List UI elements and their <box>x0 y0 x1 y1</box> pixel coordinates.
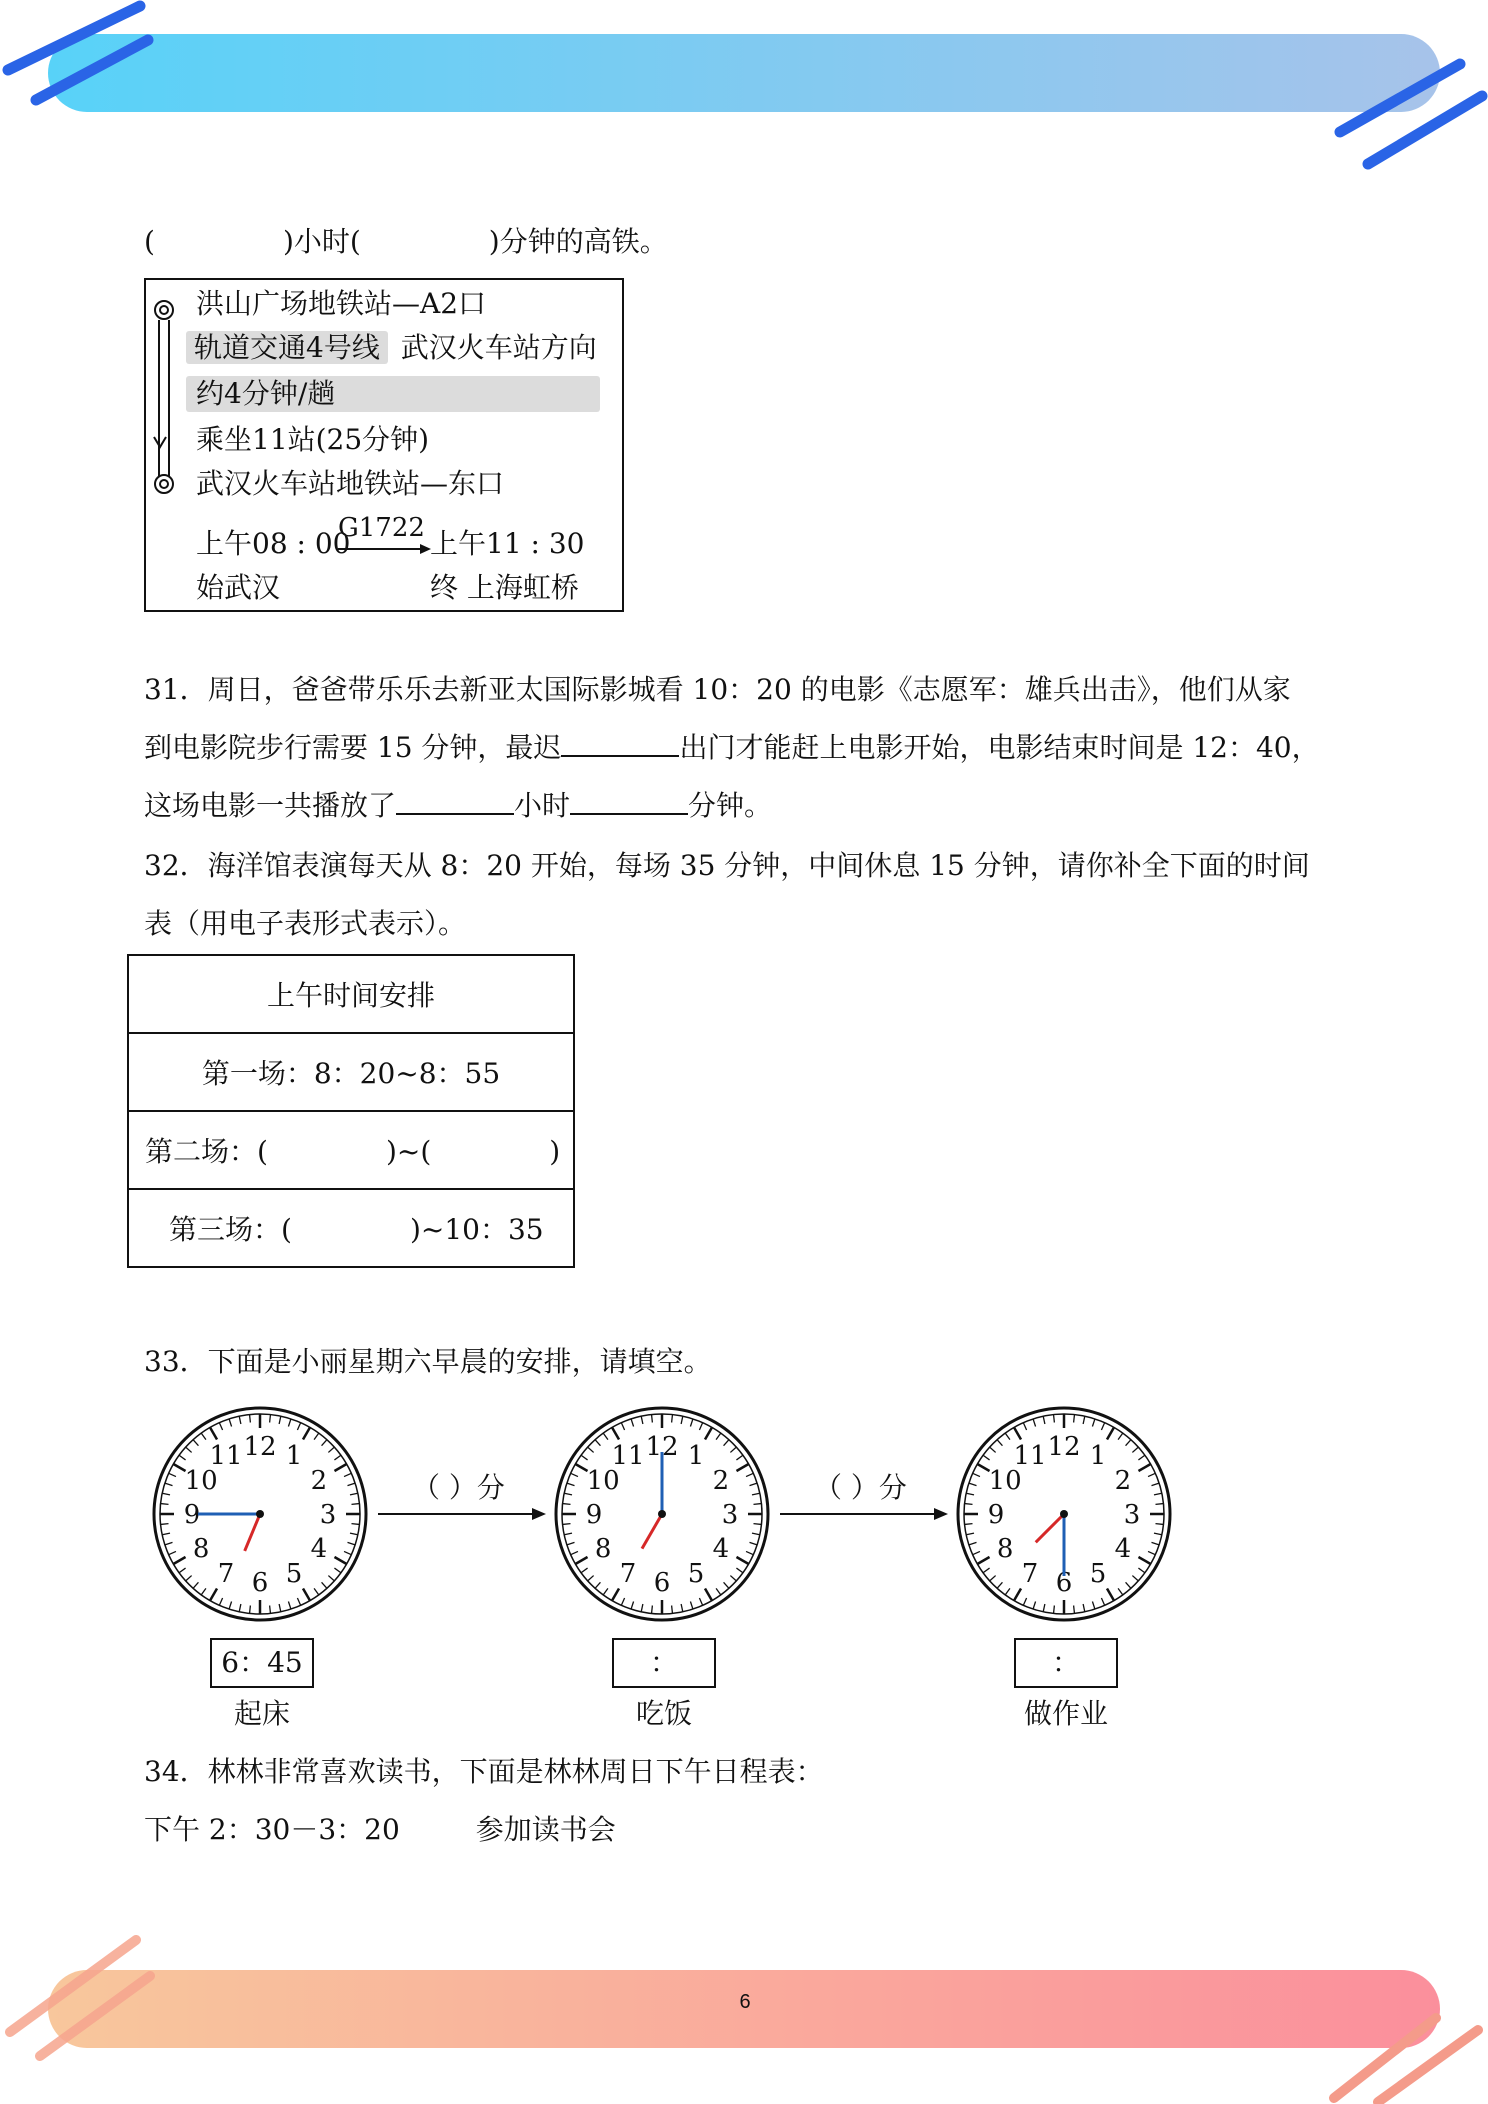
q34-line-1: 34．林林非常喜欢读书，下面是林林周日下午日程表： <box>144 1755 824 1788</box>
route-ride: 乘坐11站(25分钟) <box>196 423 430 456</box>
route-train-number: G1722 <box>338 513 425 543</box>
clock-number: 12 <box>1047 1432 1081 1462</box>
clock-tick <box>563 1524 571 1525</box>
arrow-label-1: （ ）分 <box>412 1471 505 1504</box>
clock-center <box>658 1510 666 1518</box>
schedule-row-2-part-b: )~( <box>385 1135 432 1168</box>
clock-number: 10 <box>586 1466 620 1496</box>
clock-3-caption: 做作业 <box>1023 1697 1108 1730</box>
q31-line-2-part-a: 到电影院步行需要 15 分钟，最迟 <box>144 731 562 764</box>
q31-line-3-part-b: 小时 <box>514 789 571 822</box>
q34-time-range: 下午 2：30－3：20 <box>144 1813 400 1846</box>
clock-number: 4 <box>712 1534 730 1564</box>
clock-number: 3 <box>319 1500 337 1530</box>
clock-number: 1 <box>285 1441 303 1472</box>
clock-3 <box>958 1408 1170 1620</box>
clock-tick <box>351 1504 359 1505</box>
schedule-table <box>127 954 575 1268</box>
q31-blank-departure[interactable] <box>561 729 679 757</box>
arrow-1 <box>378 1508 546 1520</box>
clock-number: 5 <box>687 1558 705 1589</box>
clock-1 <box>154 1408 366 1620</box>
clock-number: 7 <box>619 1558 637 1589</box>
clock-tick <box>1074 1415 1075 1423</box>
clock-tick <box>1054 1605 1055 1613</box>
clock-number: 12 <box>243 1432 277 1462</box>
clock-tick <box>652 1415 653 1423</box>
clock-number: 11 <box>611 1441 645 1472</box>
schedule-row-3 <box>128 1189 574 1267</box>
q31-line-2 <box>144 728 1320 768</box>
clock-2-caption: 吃饭 <box>635 1697 692 1730</box>
clock-tick <box>250 1605 251 1613</box>
clock-tick <box>965 1524 973 1525</box>
clock-number: 8 <box>192 1534 210 1564</box>
clock-2 <box>556 1408 768 1620</box>
clock-number: 3 <box>721 1500 739 1530</box>
clock-number: 10 <box>988 1466 1022 1496</box>
clock-number: 1 <box>687 1441 705 1472</box>
clock-2-time-box[interactable]: ： <box>612 1638 716 1688</box>
route-line-graphic <box>146 280 186 610</box>
q30-hour-text: )小时( <box>282 225 361 258</box>
clock-tick <box>270 1415 271 1423</box>
route-direction: 武汉火车站方向 <box>400 331 597 364</box>
clock-number: 11 <box>1013 1441 1047 1472</box>
route-origin: 始武汉 <box>196 571 281 604</box>
clock-number: 9 <box>987 1500 1005 1530</box>
clock-number: 2 <box>1114 1466 1132 1496</box>
clock-number: 7 <box>217 1558 235 1589</box>
clock-number: 5 <box>285 1558 303 1589</box>
route-line-name: 轨道交通4号线 <box>186 331 388 364</box>
schedule-row-2-part-a: 第二场：( <box>145 1135 268 1168</box>
clock-number: 9 <box>183 1500 201 1530</box>
schedule-row-2 <box>128 1111 574 1189</box>
clock-center <box>1060 1510 1068 1518</box>
clock-number: 3 <box>1123 1500 1141 1530</box>
schedule-row-2-part-c: ) <box>549 1135 561 1168</box>
q32-line-2: 表（用电子表形式表示）。 <box>144 907 467 940</box>
q34-line-2 <box>144 1810 616 1850</box>
q30-tail-line <box>144 222 668 262</box>
clock-tick <box>250 1415 251 1423</box>
clock-number: 8 <box>996 1534 1014 1564</box>
q33-line-1: 33．下面是小丽星期六早晨的安排，请填空。 <box>144 1345 712 1378</box>
clock-tick <box>1074 1605 1075 1613</box>
route-frequency: 约4分钟/趟 <box>186 376 600 412</box>
page-number: 6 <box>739 1991 751 2013</box>
schedule-row-3-part-a: 第三场：( <box>169 1213 292 1246</box>
q31-blank-hours[interactable] <box>396 787 514 815</box>
clock-tick <box>652 1605 653 1613</box>
clock-center <box>256 1510 264 1518</box>
route-depart-time: 上午08 : 00 <box>196 527 351 560</box>
clock-number: 4 <box>1114 1534 1132 1564</box>
clock-1-caption: 起床 <box>233 1697 290 1730</box>
clock-tick <box>753 1524 761 1525</box>
q31-line-2-part-b: 出门才能赶上电影开始，电影结束时间是 12：40， <box>679 731 1320 764</box>
clock-1-time-box: 6：45 <box>210 1638 314 1688</box>
clock-tick <box>753 1504 761 1505</box>
clock-tick <box>965 1504 973 1505</box>
clock-tick <box>672 1605 673 1613</box>
clock-tick <box>351 1524 359 1525</box>
clock-tick <box>161 1504 169 1505</box>
clock-number: 7 <box>1021 1558 1039 1589</box>
clock-tick <box>563 1504 571 1505</box>
q30-minute-text: )分钟的高铁。 <box>488 225 668 258</box>
route-line-row <box>186 330 597 366</box>
route-train-arrow <box>336 542 432 556</box>
route-info-box <box>144 278 624 612</box>
header-decoration <box>0 0 1488 170</box>
clock-number: 11 <box>209 1441 243 1472</box>
route-terminal: 终 上海虹桥 <box>430 571 579 604</box>
q31-line-1: 31．周日，爸爸带乐乐去新亚太国际影城看 10：20 的电影《志愿军：雄兵出击》，他们从家 <box>144 673 1291 706</box>
clock-tick <box>672 1415 673 1423</box>
arrow-head <box>532 1508 546 1520</box>
q34-activity: 参加读书会 <box>475 1813 616 1846</box>
clock-diagram <box>0 1390 1488 1640</box>
q31-line-3 <box>144 786 772 826</box>
q30-open-paren: ( <box>144 225 155 258</box>
clock-tick <box>1054 1415 1055 1423</box>
clock-tick <box>161 1524 169 1525</box>
clock-3-time-box[interactable]: ： <box>1014 1638 1118 1688</box>
route-end-station: 武汉火车站地铁站—东口 <box>196 467 505 500</box>
schedule-row-3-part-b: )~10：35 <box>409 1213 544 1246</box>
clock-tick <box>270 1605 271 1613</box>
clock-number: 12 <box>645 1432 679 1462</box>
clock-number: 8 <box>594 1534 612 1564</box>
q31-line-3-part-c: 分钟。 <box>688 789 773 822</box>
route-arrive-time: 上午11 : 30 <box>430 527 585 560</box>
route-start-station: 洪山广场地铁站—A2口 <box>196 287 487 320</box>
clock-number: 6 <box>1055 1568 1073 1598</box>
schedule-row-1: 第一场：8：20~8：55 <box>128 1033 574 1111</box>
clock-number: 2 <box>310 1466 328 1496</box>
q31-blank-minutes[interactable] <box>570 787 688 815</box>
clock-number: 10 <box>184 1466 218 1496</box>
arrow-2 <box>780 1508 948 1520</box>
clock-number: 6 <box>251 1568 269 1598</box>
q31-line-3-part-a: 这场电影一共播放了 <box>144 789 397 822</box>
arrow-label-2: （ ）分 <box>814 1471 907 1504</box>
clock-number: 5 <box>1089 1558 1107 1589</box>
clock-number: 2 <box>712 1466 730 1496</box>
clock-number: 4 <box>310 1534 328 1564</box>
q32-line-1: 32．海洋馆表演每天从 8：20 开始，每场 35 分钟，中间休息 15 分钟，请你补全下面的时间 <box>144 849 1310 882</box>
clock-tick <box>1155 1524 1163 1525</box>
clock-number: 9 <box>585 1500 603 1530</box>
arrow-head <box>934 1508 948 1520</box>
clock-tick <box>1155 1504 1163 1505</box>
schedule-table-header: 上午时间安排 <box>128 955 574 1033</box>
header-band <box>48 34 1440 112</box>
clock-number: 6 <box>653 1568 671 1598</box>
clock-number: 1 <box>1089 1441 1107 1472</box>
